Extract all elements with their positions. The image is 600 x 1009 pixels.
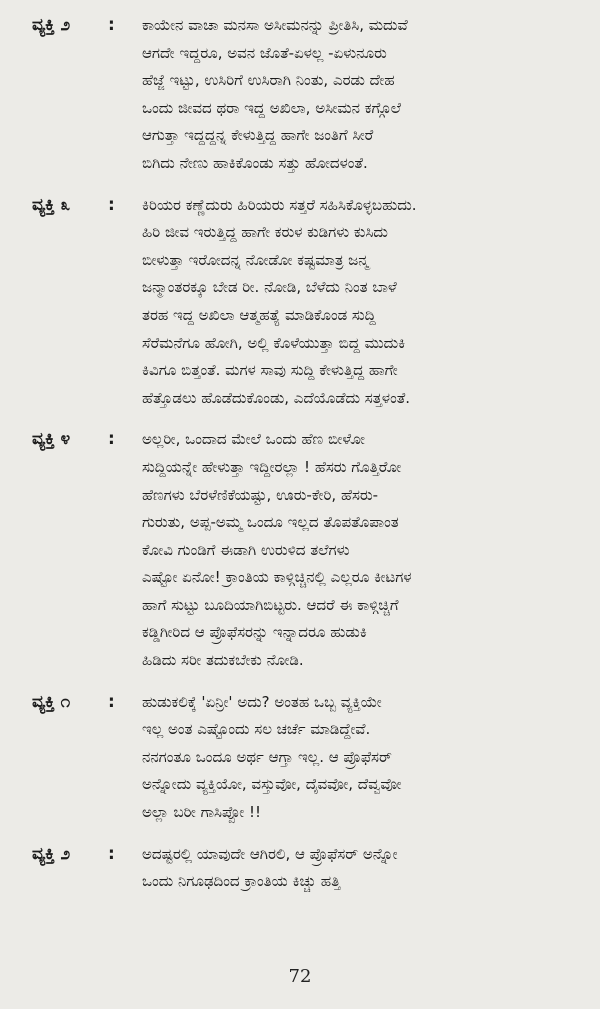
text-line: ಕಾಯೇನ ವಾಚಾ ಮನಸಾ ಅಸೀಮನನ್ನು ಪ್ರೀತಿಸಿ, ಮದುವೆ (142, 16, 408, 34)
dialogue-entry (0, 192, 600, 413)
dialogue-list (0, 12, 600, 896)
speaker-label: ವ್ಯಕ್ತಿ ೧ (32, 691, 71, 712)
text-line: ಹಿಡಿದು ಸರೀ ತದುಕಬೇಕು ನೋಡಿ. (142, 651, 304, 670)
speaker-separator: : (108, 15, 115, 35)
text-line: ಹೆಜ್ಜೆ ಇಟ್ಟು, ಉಸಿರಿಗೆ ಉಸಿರಾಗಿ ನಿಂತು, ಎರಡು ದೇಹ (142, 71, 395, 90)
speaker-separator: : (108, 843, 115, 864)
text-line: ಹಾಗೆ ಸುಟ್ಟು ಬೂದಿಯಾಗಿಬಿಟ್ಟರು. ಆದರೆ ಈ ಕಾಳ್ಗಿಚ್ಚಿಗೆ (142, 595, 399, 614)
text-line: ಸುದ್ದಿಯನ್ನೇ ಹೇಳುತ್ತಾ ಇದ್ದೀರಲ್ಲಾ ! ಹೆಸರು ಗೊತ್ತಿರೋ (142, 457, 402, 476)
speaker-label: ವ್ಯಕ್ತಿ ೩ (32, 194, 71, 215)
text-line: ನನಗಂತೂ ಒಂದೂ ಅರ್ಥ ಆಗ್ತಾ ಇಲ್ಲ. ಆ ಪ್ರೊಫೆಸರ್ (142, 747, 392, 766)
text-line: ಆಗದೇ ಇದ್ದರೂ, ಅವನ ಜೊತೆ-ಏಳಲ್ಲ -ಏಳುನೂರು (142, 43, 387, 62)
text-line: ಎಷ್ಟೋ ಏನೋ! ಕ್ರಾಂತಿಯ ಕಾಳ್ಗಿಚ್ಚಿನಲ್ಲಿ ಎಲ್ಲರೂ ಕೀಟಗಳ (142, 568, 412, 587)
text-line: ಜನ್ಮಾಂತರಕ್ಕೂ ಬೇಡ ರೀ. ನೋಡಿ, ಬೆಳೆದು ನಿಂತ ಬಾಳೆ (142, 278, 397, 297)
speaker-separator: : (108, 429, 115, 450)
speaker-separator: : (108, 194, 115, 215)
text-line: ಗುರುತು, ಅಪ್ಪ-ಅಮ್ಮ ಒಂದೂ ಇಲ್ಲದ ತೊಪತೊಪಾಂತ (142, 513, 399, 532)
dialogue-text (142, 192, 587, 413)
text-line: ಬಿಗಿದು ನೇಣು ಹಾಕಿಕೊಂಡು ಸತ್ತು ಹೋದಳಂತೆ. (142, 153, 368, 172)
dialogue-text (142, 841, 587, 896)
dialogue-entry (0, 426, 600, 674)
dialogue-entry (0, 12, 600, 178)
page-number: 72 (288, 966, 312, 987)
text-line: ಕಿರಿಯರ ಕಣ್ಣೆದುರು ಹಿರಿಯರು ಸತ್ತರೆ ಸಹಿಸಿಕೊಳ್ಳಬಹುದು. (142, 195, 417, 214)
text-line: ಹಿರಿ ಜೀವ ಇರುತ್ತಿದ್ದ ಹಾಗೇ ಕರುಳ ಕುಡಿಗಳು ಕುಸಿದು (142, 223, 388, 242)
dialogue-entry (0, 689, 600, 827)
dialogue-text (142, 12, 587, 178)
text-line: ಬೀಳುತ್ತಾ ಇರೋದನ್ನ ನೋಡೋ ಕಷ್ಟಮಾತ್ರ ಜನ್ಮ (142, 250, 369, 269)
text-line: ಒಂದು ನಿಗೂಢದಿಂದ ಕ್ರಾಂತಿಯ ಕಿಚ್ಚು ಹತ್ತಿ (142, 872, 341, 891)
text-line: ಹೆತ್ತೊಡಲು ಹೊಡೆದುಕೊಂಡು, ಎದೆಯೊಡೆದು ಸತ್ತಳಂತೆ. (142, 388, 411, 407)
speaker-label: ವ್ಯಕ್ತಿ ೨ (32, 843, 71, 864)
text-line: ಹುಡುಕಲಿಕ್ಕೆ 'ಏನ್ರೀ' ಅದು? ಅಂತಹ ಒಬ್ಬ ವ್ಯಕ್ತಿಯೇ (142, 692, 382, 711)
text-line: ಒಂದು ಜೀವದ ಥರಾ ಇದ್ದ ಅಖಿಲಾ, ಅಸೀಮನ ಕಗ್ಗೊಲೆ (142, 98, 401, 117)
text-line: ಕಿವಿಗೂ ಬಿತ್ತಂತೆ. ಮಗಳ ಸಾವು ಸುದ್ದಿ ಕೇಳುತ್ತಿದ್ದ ಹಾಗೇ (142, 361, 398, 380)
text-line: ಕೋವಿ ಗುಂಡಿಗೆ ಈಡಾಗಿ ಉರುಳಿದ ತಲೆಗಳು (142, 540, 350, 559)
speaker-label: ವ್ಯಕ್ತಿ ೨ (32, 15, 71, 35)
text-line: ಕಡ್ಡಿಗೀರಿದ ಆ ಪ್ರೊಫೆಸರನ್ನು ಇನ್ನಾದರೂ ಹುಡುಕಿ (142, 623, 367, 642)
text-line: ತರಹ ಇದ್ದ ಅಖಿಲಾ ಆತ್ಮಹತ್ಯೆ ಮಾಡಿಕೊಂಡ ಸುದ್ದಿ (142, 305, 376, 324)
text-line: ಅಲ್ಲಾ ಬರೀ ಗಾಸಿಪ್ಪೋ !! (142, 803, 262, 822)
text-line: ಇಲ್ಲ ಅಂತ ಎಷ್ಟೊಂದು ಸಲ ಚರ್ಚೆ ಮಾಡಿದ್ದೇವೆ. (142, 720, 371, 739)
text-line: ಅನ್ನೋದು ವ್ಯಕ್ತಿಯೋ, ವಸ್ತುವೋ, ದೈವವೋ, ದೆವ್ವವೋ (142, 775, 402, 794)
dialogue-text (142, 426, 587, 674)
text-line: ಅದಷ್ಟರಲ್ಲಿ ಯಾವುದೇ ಆಗಿರಲಿ, ಆ ಪ್ರೊಫೆಸರ್ ಅನ್ನೋ (142, 844, 398, 863)
dialogue-entry (0, 841, 600, 896)
text-line: ಅಲ್ಲರೀ, ಒಂದಾದ ಮೇಲೆ ಒಂದು ಹೆಣ ಬೀಳೋ (142, 430, 365, 449)
text-line: ಆಗುತ್ತಾ ಇದ್ದದ್ದನ್ನ ಕೇಳುತ್ತಿದ್ದ ಹಾಗೇ ಜಂತಿಗೆ ಸೀರೆ (142, 126, 374, 145)
speaker-separator: : (108, 691, 115, 712)
text-line: ಹೆಣಗಳು ಬೆರಳೆಣಿಕೆಯಷ್ಟು, ಊರು-ಕೇರಿ, ಹೆಸರು- (142, 485, 379, 504)
text-line: ಸೆರೆಮನೆಗೂ ಹೋಗಿ, ಅಲ್ಲಿ ಕೊಳೆಯುತ್ತಾ ಬಿದ್ದ ಮುದುಕಿ (142, 333, 406, 352)
speaker-label: ವ್ಯಕ್ತಿ ೪ (32, 429, 71, 450)
dialogue-text (142, 689, 587, 827)
